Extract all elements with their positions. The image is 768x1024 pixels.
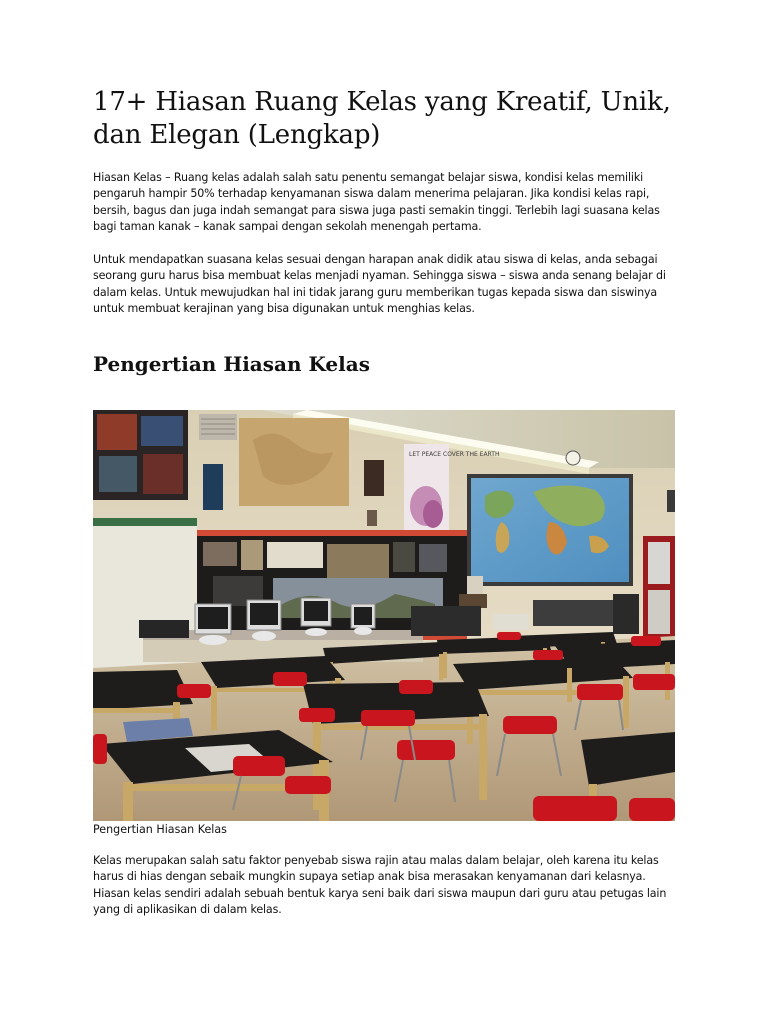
- classroom-photo: [93, 410, 675, 821]
- poster-text: LET PEACE COVER THE EARTH: [409, 451, 500, 458]
- image-caption: Pengertian Hiasan Kelas: [93, 823, 227, 836]
- article-title: 17+ Hiasan Ruang Kelas yang Kreatif, Unik, dan Elegan (Lengkap): [93, 87, 671, 150]
- section-paragraph: Kelas merupakan salah satu faktor penyebab siswa rajin atau malas dalam belajar, oleh karena itu kelas harus di hias dengan sebaik mungkin supaya setiap anak bisa merasakan kenyamanan dari kelasnya. Hiasan kelas sendiri adalah sebuah bentuk karya seni baik dari siswa maupun dari guru atau petugas lain yang di aplikasikan di dalam kelas.: [93, 854, 667, 917]
- intro-paragraph-1: Hiasan Kelas – Ruang kelas adalah salah satu penentu semangat belajar siswa, kondisi kelas memiliki pengaruh hampir 50% terhadap kenyamanan siswa dalam menerima pelajaran. Jika kondisi kelas rapi, bersih, bagus dan juga indah semangat para siswa juga pasti semakin tinggi. Terlebih lagi suasana kelas bagi taman kanak – kanak sampai dengan sekolah menengah pertama.: [93, 171, 660, 234]
- intro-paragraph-2: Untuk mendapatkan suasana kelas sesuai dengan harapan anak didik atau siswa di kelas, anda sebagai seorang guru harus bisa membuat kelas menjadi nyaman. Sehingga siswa – siswa anda senang belajar di dalam kelas. Untuk mewujudkan hal ini tidak jarang guru memberikan tugas kepada siswa dan siswinya untuk membuat kerajinan yang bisa digunakan untuk menghias kelas.: [93, 253, 666, 316]
- section-heading: Pengertian Hiasan Kelas: [93, 352, 370, 376]
